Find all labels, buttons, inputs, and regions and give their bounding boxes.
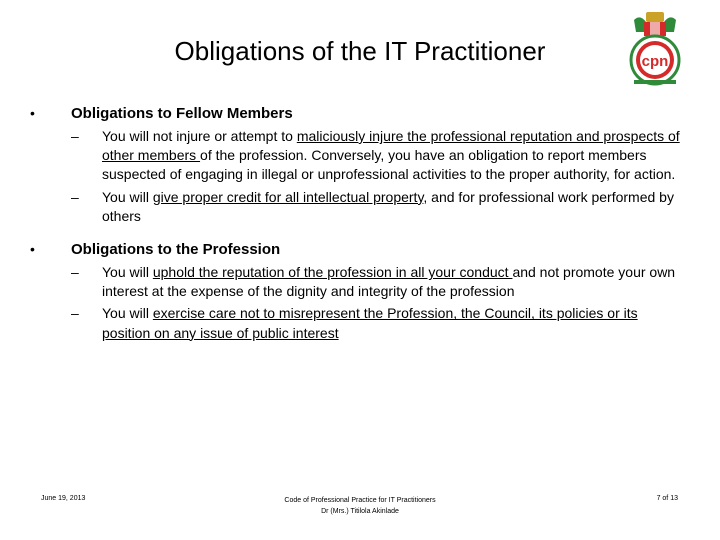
text-segment: You will not injure or attempt to bbox=[102, 128, 297, 144]
sub-bullet-item bbox=[71, 304, 690, 342]
dash-icon: – bbox=[71, 188, 79, 205]
section-heading: Obligations to Fellow Members bbox=[71, 105, 293, 122]
footer-page-number: 7 of 13 bbox=[656, 495, 678, 502]
dash-icon: – bbox=[71, 264, 79, 281]
text-segment: , and for professional work performed by others bbox=[102, 188, 674, 224]
bullet-section bbox=[30, 240, 690, 343]
sub-bullet-item bbox=[71, 263, 690, 301]
text-segment: You will bbox=[102, 264, 153, 281]
footer-date: June 19, 2013 bbox=[41, 495, 86, 502]
sub-bullet-item bbox=[71, 127, 690, 185]
cpn-logo-icon bbox=[626, 10, 684, 86]
underlined-text: maliciously injure the professional reputation and prospects of other members bbox=[102, 128, 680, 164]
sub-bullet-text bbox=[102, 304, 682, 342]
text-segment: of the profession. Conversely, you have an obligation to report members suspected of engaging in illegal or unprofessional activities to the proper authority, for action. bbox=[102, 147, 676, 183]
slide-title: Obligations of the IT Practitioner bbox=[174, 36, 546, 66]
bullet-icon: • bbox=[30, 105, 35, 121]
sub-bullet-text bbox=[102, 263, 682, 301]
text-segment: and not promote your own interest at the expense of the dignity and integrity of the profession bbox=[102, 264, 676, 300]
underlined-text: give proper credit for all intellectual property bbox=[152, 188, 424, 205]
text-segment: You will bbox=[102, 188, 153, 205]
sub-bullet-item bbox=[71, 188, 690, 226]
bullet-section bbox=[30, 104, 690, 226]
underlined-text: uphold the reputation of the profession in all your conduct bbox=[152, 264, 513, 281]
footer-course-title: Code of Professional Practice for IT Practitioners bbox=[284, 497, 436, 504]
dash-icon: – bbox=[71, 128, 79, 144]
logo-text: cpn bbox=[641, 53, 669, 70]
dash-icon: – bbox=[71, 305, 79, 322]
sub-bullet-text bbox=[102, 188, 682, 226]
sub-bullet-text bbox=[102, 127, 682, 185]
footer-center bbox=[230, 495, 490, 517]
underlined-text: exercise care not to misrepresent the Profession, the Council, its policies or its position on any issue of public interest bbox=[102, 305, 638, 341]
section-heading: Obligations to the Profession bbox=[71, 241, 281, 259]
slide-content bbox=[30, 104, 690, 357]
text-segment: You will bbox=[102, 305, 153, 322]
bullet-icon: • bbox=[30, 241, 35, 258]
footer-author: Dr (Mrs.) Titilola Akinlade bbox=[321, 508, 399, 515]
